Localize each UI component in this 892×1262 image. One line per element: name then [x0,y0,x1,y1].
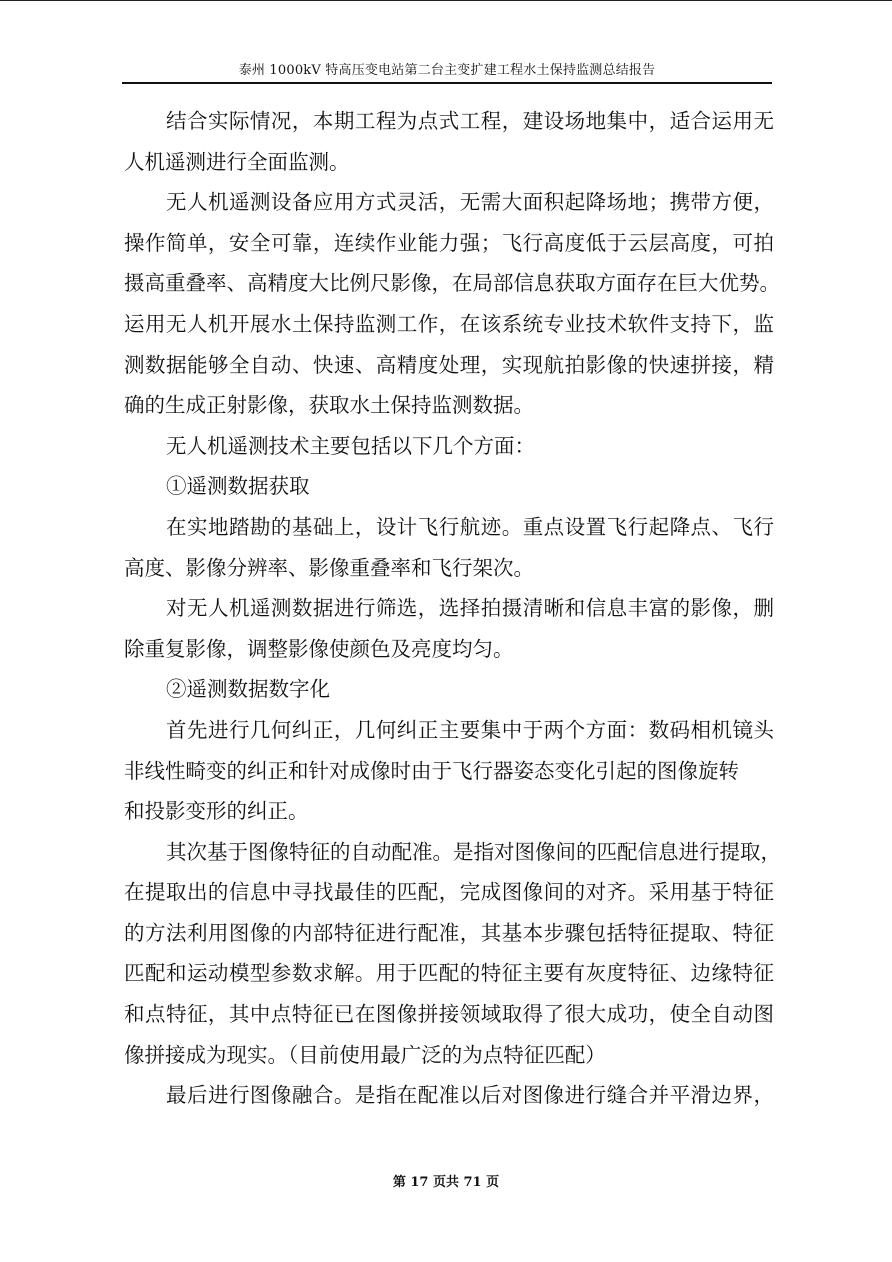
text-line: 结合实际情况，本期工程为点式工程，建设场地集中，适合运用无 [166,109,774,133]
text-line: ①遥测数据获取 [166,474,310,499]
text-line: 其次基于图像特征的自动配准。是指对图像间的匹配信息进行提取， [166,839,781,864]
text-line: 在提取出的信息中寻找最佳的匹配，完成图像间的对齐。采用基于特征 [124,880,774,905]
text-line: 的方法利用图像的内部特征进行配准，其基本步骤包括特征提取、特征 [124,920,774,945]
text-line: 像拼接成为现实。（目前使用最广泛的为点特征匹配） [124,1042,606,1067]
text-line: 首先进行几何纠正，几何纠正主要集中于两个方面：数码相机镜头 [166,717,774,742]
text-line: 在实地踏勘的基础上，设计飞行航迹。重点设置飞行起降点、飞行 [166,514,774,539]
text-line: 和点特征，其中点特征已在图像拼接领域取得了很大成功，使全自动图 [124,1002,774,1027]
text-line: ②遥测数据数字化 [166,677,330,702]
text-line: 无人机遥测设备应用方式灵活，无需大面积起降场地；携带方便， [166,190,774,215]
text-line: 摄高重叠率、高精度大比例尺影像，在局部信息获取方面存在巨大优势。 [124,271,780,296]
top-border-line [0,0,892,1]
text-line: 运用无人机开展水土保持监测工作，在该系统专业技术软件支持下，监 [124,311,774,336]
text-line: 最后进行图像融合。是指在配准以后对图像进行缝合并平滑边界， [166,1083,774,1108]
page-number-footer: 第 17 页共 71 页 [392,1175,500,1190]
header-divider [122,82,772,84]
page-header-title: 泰州 1000kV 特高压变电站第二台主变扩建工程水土保持监测总结报告 [238,63,656,78]
text-line: 人机遥测进行全面监测。 [124,149,350,174]
text-line: 确的生成正射影像，获取水土保持监测数据。 [124,393,534,418]
text-line: 和投影变形的纠正。 [124,799,309,824]
text-line: 操作简单，安全可靠，连续作业能力强；飞行高度低于云层高度，可拍 [124,230,774,255]
text-line: 除重复影像，调整影像使颜色及亮度均匀。 [124,636,514,661]
text-line: 对无人机遥测数据进行筛选，选择拍摄清晰和信息丰富的影像，删 [166,596,774,621]
text-line: 匹配和运动模型参数求解。用于匹配的特征主要有灰度特征、边缘特征 [124,961,774,986]
document-body [124,101,781,1116]
text-line: 非线性畸变的纠正和针对成像时由于飞行器姿态变化引起的图像旋转 [124,758,739,783]
text-line: 测数据能够全自动、快速、高精度处理，实现航拍影像的快速拼接，精 [124,352,774,377]
text-line: 无人机遥测技术主要包括以下几个方面： [166,433,535,458]
text-line: 高度、影像分辨率、影像重叠率和飞行架次。 [124,555,534,580]
